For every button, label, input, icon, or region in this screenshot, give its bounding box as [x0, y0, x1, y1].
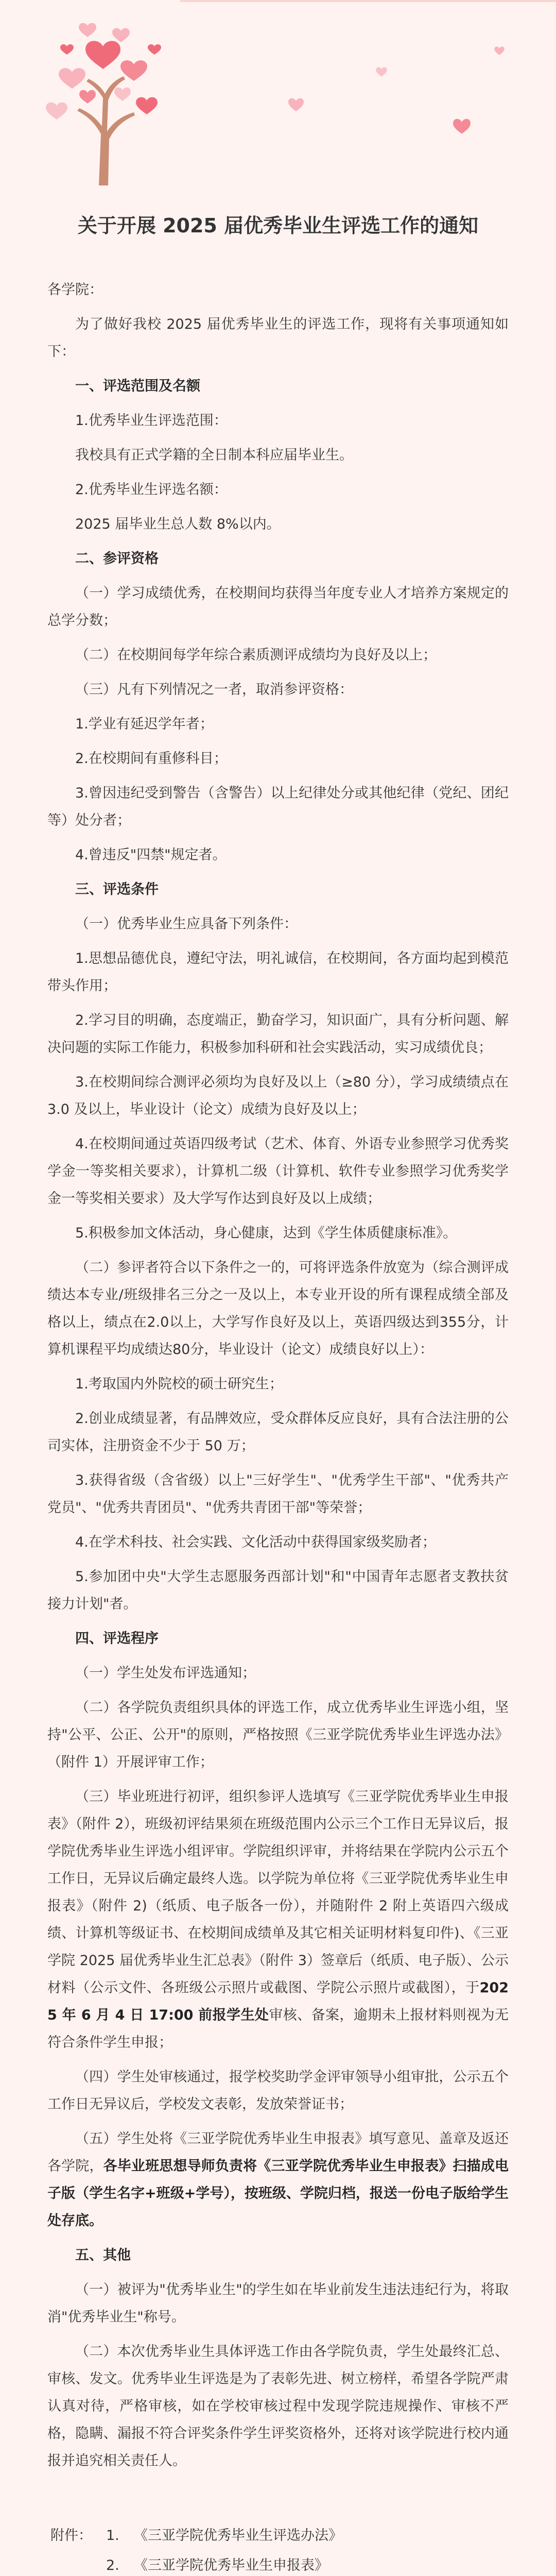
section-heading-procedure: 四、评选程序 — [75, 1631, 159, 1647]
attachment-item[interactable] — [106, 2521, 509, 2551]
paragraph: 3.曾因违纪受到警告（含警告）以上纪律处分或其他纪律（党纪、团纪等）处分者； — [47, 785, 509, 828]
heart-icon — [288, 98, 304, 112]
paragraph: 1.考取国内外院校的硕士研究生； — [75, 1376, 283, 1392]
attachment-item[interactable] — [106, 2551, 509, 2576]
page-title: 关于开展 2025 届优秀毕业生评选工作的通知 — [77, 214, 479, 237]
paragraph: （一）优秀毕业生应具备下列条件： — [75, 916, 298, 932]
attachments — [47, 2521, 509, 2576]
attachment-title: 《三亚学院优秀毕业生申报表》 — [134, 2557, 328, 2573]
paragraph-deadline — [47, 1783, 509, 2056]
paragraph-text: （五）学生处将《三亚学院优秀毕业生申报表》填写意见、盖章及返还各学院， — [47, 2131, 509, 2174]
paragraph: （一）学习成绩优秀，在校期间均获得当年度专业人才培养方案规定的总学分数； — [47, 585, 509, 629]
section-heading-conditions: 三、评选条件 — [75, 882, 159, 897]
paragraph-text: （三）毕业班进行初评，组织参评人选填写《三亚学院优秀毕业生申报表》（附件 2），班级初评结果须在班级范围内公示三个工作日无异议后，报学院优秀毕业生评选小组评审。学院组织评审，并将结果在学院内公示五个工作日，无异议后确定最终人选。以学院为单位将《三亚学院优秀毕业生申报表》（附件 2)（纸质、电子版各一份），并随附件 2 附上英语四六级成绩、计算机等级证书、在校期间成绩单及其它相关证明材料复印件)、《三亚学院 2025 届优秀毕业生汇总表》（附件 3）签章后（纸质、电子版）、公示材料（公示文件、各班级公示照片或截图、学院公示照片或截图），于 — [47, 1789, 509, 1996]
attachments-label: 附件： — [50, 2528, 92, 2544]
paragraph: 2.创业成绩显著，有品牌效应，受众群体反应良好，具有合法注册的公司实体，注册资金不少于 50 万； — [47, 1411, 509, 1454]
paragraph: 4.在校期间通过英语四级考试（艺术、体育、外语专业参照学习优秀奖学金一等奖相关要求），计算机二级（计算机、软件专业参照学习优秀奖学金一等奖相关要求）及大学写作达到良好及以上成绩； — [47, 1136, 509, 1207]
heart-icon — [376, 67, 387, 77]
paragraph-text: 审核、备案，逾期未上报材料则视为无符合条件学生申报； — [47, 2007, 509, 2050]
attachments-list — [106, 2521, 509, 2576]
section-heading-scope: 一、评选范围及名额 — [75, 378, 200, 394]
paragraph: 4.在学术科技、社会实践、文化活动中获得国家级奖励者； — [75, 1534, 436, 1550]
heart-tree-illustration — [36, 15, 170, 185]
paragraph: 1.优秀毕业生评选范围： — [75, 413, 228, 429]
paragraph-archive — [47, 2125, 509, 2234]
paragraph: 3.在校期间综合测评必须均为良好及以上（≥80 分），学习成绩绩点在 3.0 及以上，毕业设计（论文）成绩为良好及以上； — [47, 1074, 509, 1117]
paragraph: 我校具有正式学籍的全日制本科应届毕业生。 — [75, 447, 353, 463]
paragraph: 2.学习目的明确，态度端正，勤奋学习，知识面广，具有分析问题、解决问题的实际工作能力，积极参加科研和社会实践活动，实习成绩优良； — [47, 1012, 509, 1056]
paragraph: 5.参加团中央"大学生志愿服务西部计划"和"中国青年志愿者支教扶贫接力计划"者。 — [47, 1569, 509, 1612]
paragraph: （三）凡有下列情况之一者，取消参评资格： — [75, 682, 353, 698]
attachment-title: 《三亚学院优秀毕业生评选办法》 — [134, 2528, 342, 2544]
attachment-number: 2. — [106, 2557, 119, 2573]
section-heading-other: 五、其他 — [75, 2247, 131, 2263]
notice-document — [47, 211, 509, 2576]
paragraph: （二）本次优秀毕业生具体评选工作由各学院负责，学生处最终汇总、审核、发文。优秀毕业生评选是为了表彰先进、树立榜样，希望各学院严肃认真对待，严格审核，如在学校审核过程中发现学院违规操作、审核不严格，隐瞒、漏报不符合评奖条件学生评奖资格外，还将对该学院进行校内通报并追究相关责任人。 — [47, 2344, 509, 2469]
paragraph: （二）在校期间每学年综合素质测评成绩均为良好及以上； — [75, 647, 437, 663]
paragraph: 1.学业有延迟学年者； — [75, 716, 214, 732]
section-heading-eligibility: 二、参评资格 — [75, 551, 159, 567]
paragraph: 4.曾违反"四禁"规定者。 — [75, 847, 227, 863]
paragraph: 2025 届毕业生总人数 8%以内。 — [75, 516, 281, 532]
paragraph: （一）学生处发布评选通知； — [75, 1665, 256, 1681]
paragraph: 1.思想品德优良，遵纪守法，明礼诚信，在校期间，各方面均起到模范带头作用； — [47, 951, 509, 994]
top-border — [180, 0, 556, 2]
paragraph: （四）学生处审核通过，报学校奖助学金评审领导小组审批，公示五个工作日无异议后，学校发文表彰，发放荣誉证书； — [47, 2069, 509, 2112]
attachment-number: 1. — [106, 2528, 119, 2544]
heart-icon — [453, 118, 471, 135]
deadline-text: 2025 年 6 月 4 日 17:00 前报学生处 — [47, 1980, 509, 2023]
intro-paragraph: 为了做好我校 2025 届优秀毕业生的评选工作，现将有关事项通知如下： — [47, 316, 509, 360]
archive-instruction: 各毕业班思想导师负责将《三亚学院优秀毕业生申报表》扫描成电子版（学生名字+班级+学号），按班级、学院归档，报送一份电子版给学生处存底。 — [47, 2158, 509, 2229]
paragraph: 2.在校期间有重修科目； — [75, 751, 228, 767]
heart-icon — [494, 46, 505, 56]
paragraph: 2.优秀毕业生评选名额： — [75, 482, 228, 498]
paragraph: （二）各学院负责组织具体的评选工作，成立优秀毕业生评选小组，坚持"公平、公正、公开"的原则，严格按照《三亚学院优秀毕业生评选办法》（附件 1）开展评审工作； — [47, 1700, 509, 1770]
greeting: 各学院： — [47, 282, 103, 298]
paragraph: （一）被评为"优秀毕业生"的学生如在毕业前发生违法违纪行为，将取消"优秀毕业生"称号。 — [47, 2282, 509, 2325]
paragraph: 5.积极参加文体活动，身心健康，达到《学生体质健康标准》。 — [75, 1225, 457, 1241]
paragraph: 3.获得省级（含省级）以上"三好学生"、"优秀学生干部"、"优秀共产党员"、"优秀共青团员"、"优秀共青团干部"等荣誉； — [47, 1472, 509, 1516]
paragraph: （二）参评者符合以下条件之一的，可将评选条件放宽为（综合测评成绩达本专业/班级排名三分之一及以上，本专业开设的所有课程成绩全部及格以上，绩点在2.0以上，大学写作良好及以上，英语四级达到355分，计算机课程平均成绩达80分，毕业设计（论文）成绩良好以上）： — [47, 1260, 509, 1358]
